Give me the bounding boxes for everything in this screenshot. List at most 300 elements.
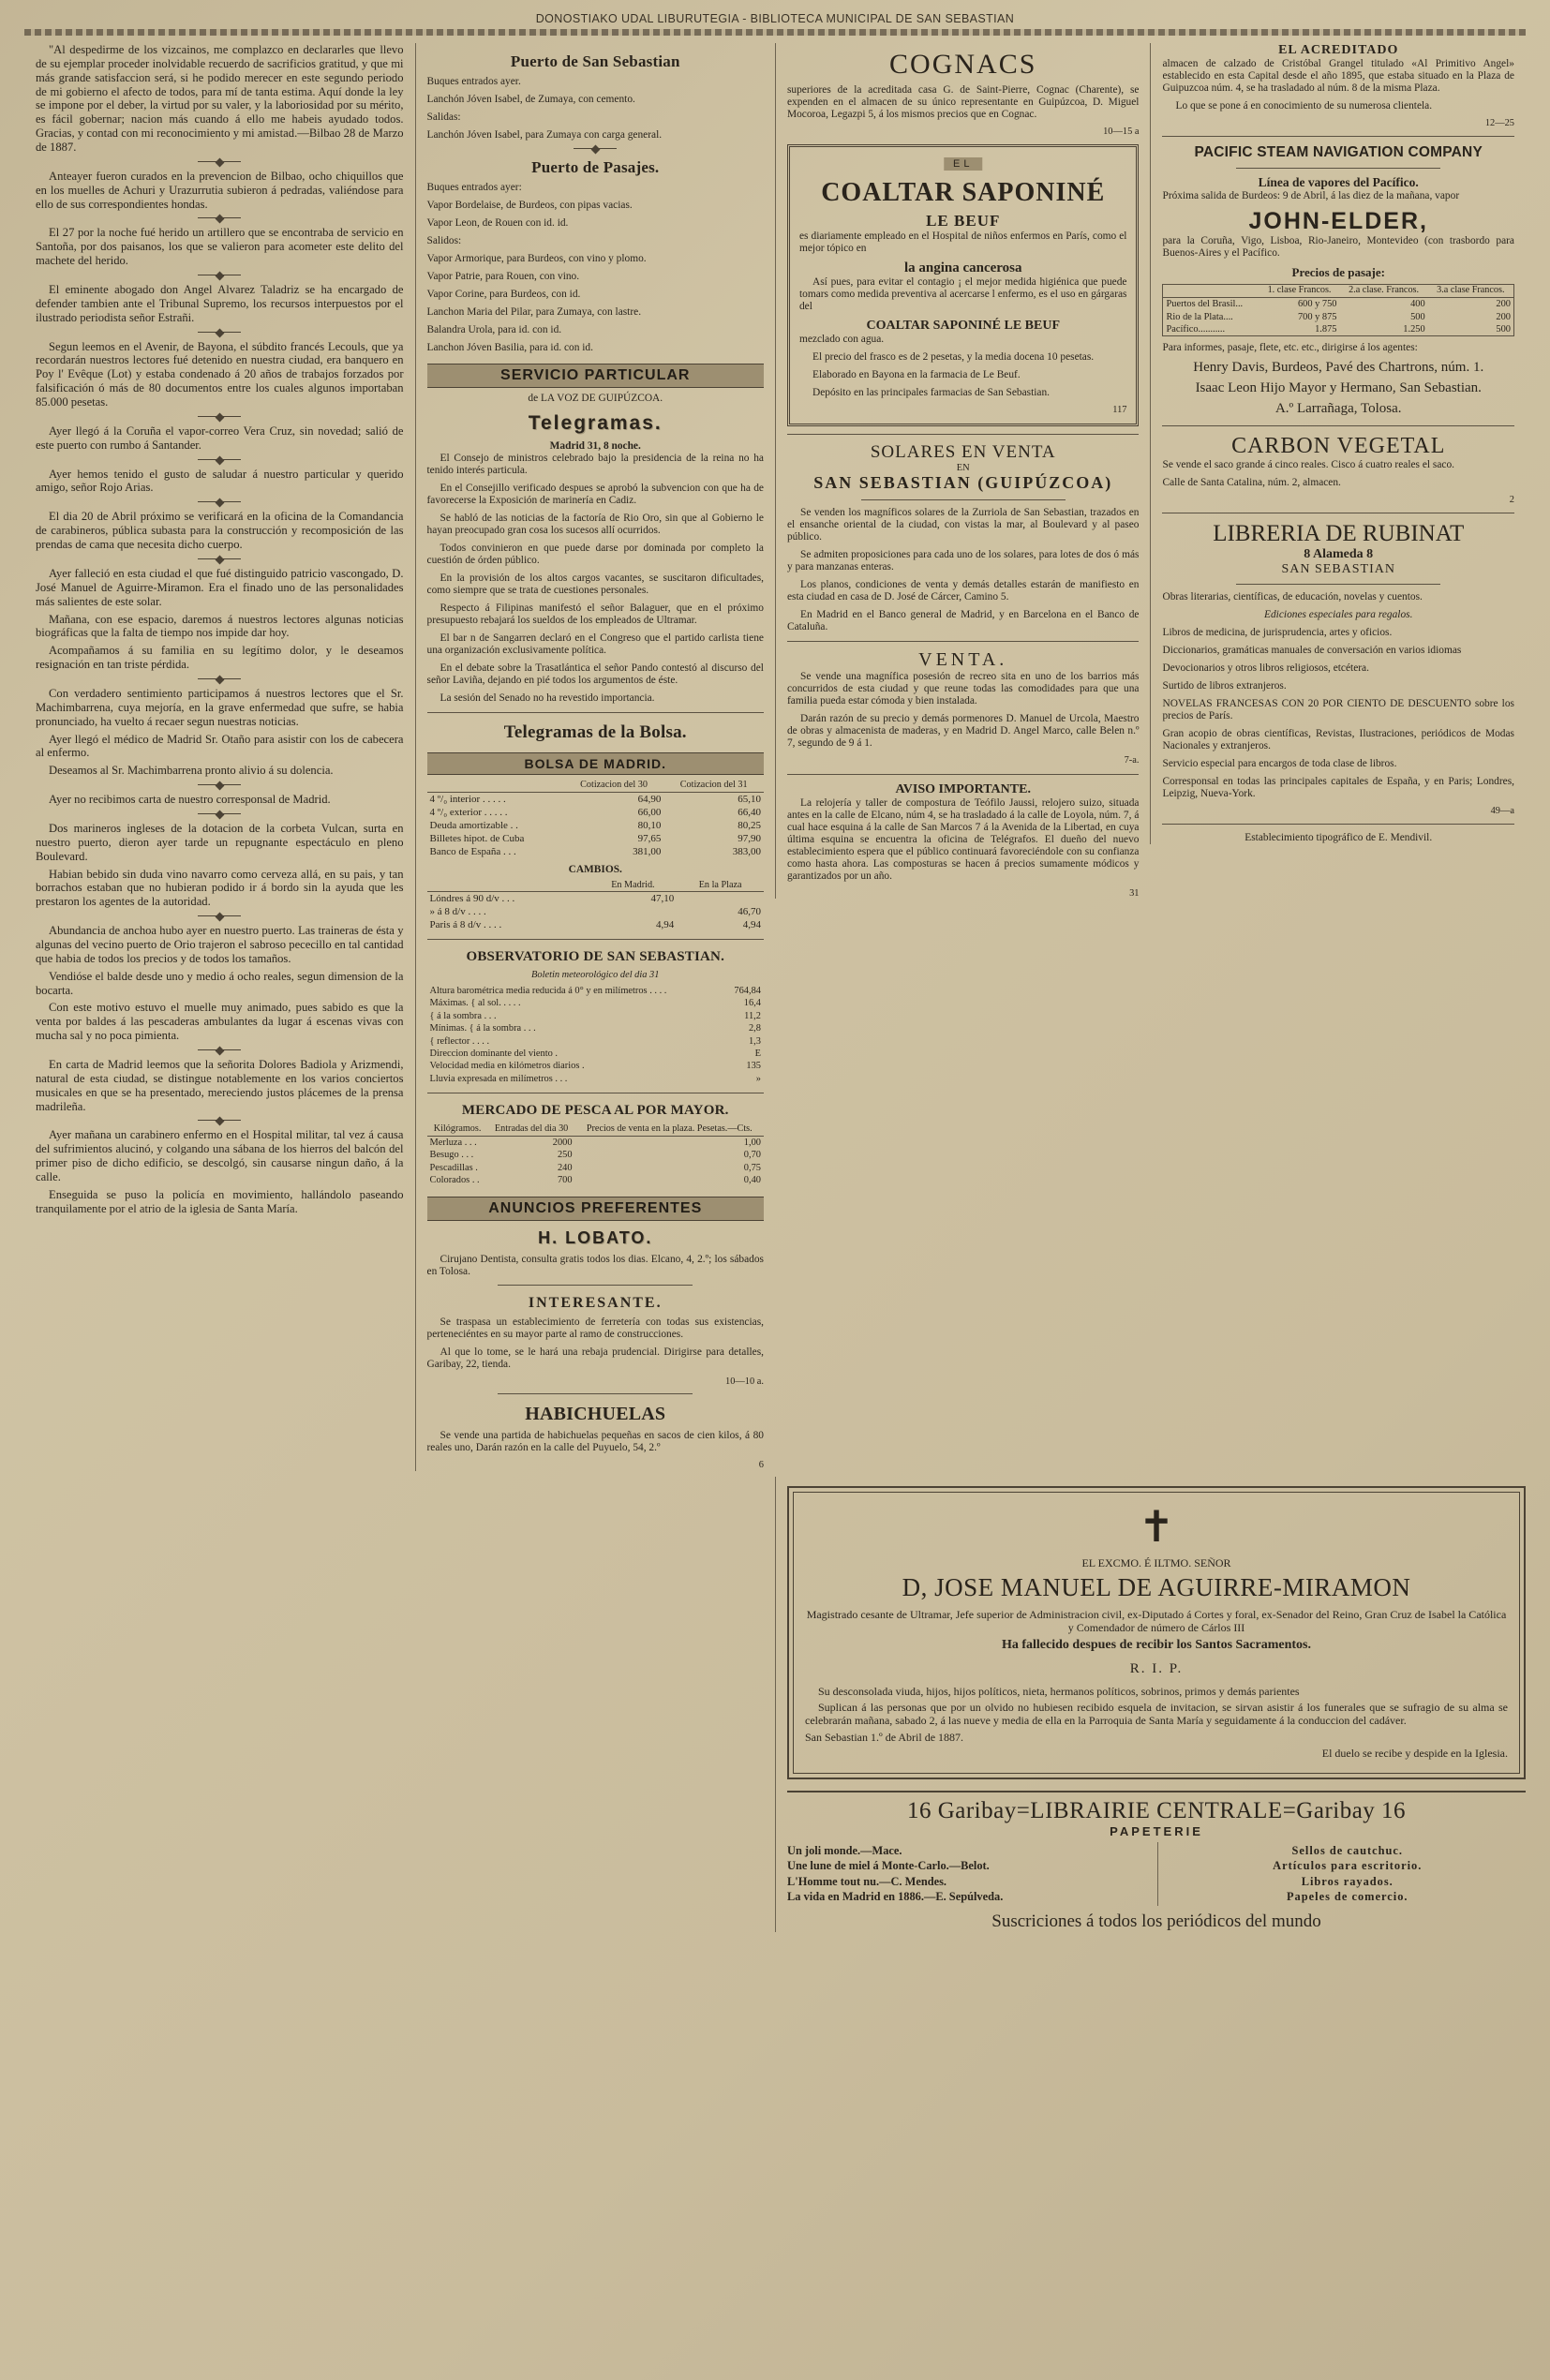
table-row (1163, 311, 1514, 323)
table-row (427, 1048, 764, 1060)
cell-label: Puertos del Brasil... (1166, 299, 1244, 310)
libreria-line: Gran acopio de obras científicas, Revistas, Ilustraciones, periódicos de Modas Nacionales y extranjeros. (1162, 727, 1514, 751)
libreria-line: Ediciones especiales para regalos. (1264, 608, 1413, 620)
ad-ref-number: 6 (758, 1460, 764, 1471)
table-row (427, 1073, 764, 1085)
cell-value: 500 (1410, 311, 1425, 322)
table-row (427, 832, 764, 845)
divider (1162, 136, 1514, 137)
divider (198, 217, 241, 218)
cell-value: 0,40 (743, 1175, 761, 1186)
telegram-item: La sesión del Senado no ha revestido importancia. (440, 692, 655, 704)
table-row (427, 806, 764, 819)
cell-value: 200 (1496, 299, 1511, 310)
column-1 (24, 43, 415, 1220)
news-block (36, 43, 404, 1216)
cell-value: 97,65 (637, 832, 662, 844)
cell-label: Rio de la Plata.... (1166, 311, 1233, 322)
article-item: Papeles de comercio. (1286, 1890, 1408, 1904)
coaltar-p4: El precio del frasco es de 2 pesetas, y la media docena 10 pesetas. (812, 351, 1095, 364)
cell-value: 500 (1496, 324, 1511, 335)
libreria-line: Libros de medicina, de jurisprudencia, artes y oficios. (1162, 626, 1393, 638)
librairie-centrale-ad (787, 1791, 1526, 1933)
cell-value: 764,84 (734, 985, 761, 996)
cell-value: 1,3 (748, 1035, 761, 1047)
librairie-footer: Suscriciones á todos los periódicos del mundo (991, 1911, 1321, 1932)
librairie-title: 16 Garibay=LIBRAIRIE CENTRALE=Garibay 16 (906, 1797, 1407, 1823)
cell-value: 1.875 (1315, 324, 1337, 335)
cell-value: 200 (1496, 311, 1511, 322)
divider (198, 416, 241, 417)
cell-value: 66,40 (738, 806, 761, 818)
cell-label: Altura barométrica media reducida á 0° y en milímetros . . . . (429, 985, 667, 996)
libreria-line: Corresponsal en todas las principales capitales de España, y en Paris; Londres, Leipzig, Nueva-York. (1162, 775, 1514, 799)
obit-request: Suplican á las personas que por un olvido no hubiesen recibido esquela de invitacion, se sirvan asistir á los funerales que se sufragio de su alma se celebrarán mañana, sabado 2, á las nueve y media de ella en la Parroquia de Santa María y seguidamente á la conduccion del cadáver. (805, 1701, 1508, 1728)
rip-text: R. I. P. (1129, 1660, 1184, 1676)
news-item: Habian bebido sin duda vino navarro como cerveza allá, en su pais, y tan borrachos estaban que no hubieran podido ir á bordo sin la ayuda que les prestaron los agentes de la autoridad. (36, 867, 404, 909)
coaltar-p1: es diariamente empleado en el Hospital de niños enfermos en París, como el mejor tópico en (798, 231, 1127, 255)
telegram-item: El Consejo de ministros celebrado bajo la presidencia de la reina no ha tenido interés particula. (426, 453, 764, 476)
lower-section (24, 1477, 1526, 1932)
news-item: Segun leemos en el Avenir, de Bayona, el súbdito francés Lecouls, que ya recordarán nuestros lectores fué detenido en nuestra ciudad, era banquero en Poy l' Evêque (Lot) y estaba condenado á 20 años de trabajos forzados por falsificación ó más de 80 documentos entre los cuales algunos importaban 85.000 pesetas. (36, 339, 404, 409)
aviso-text: La relojería y taller de compostura de Teófilo Jaussi, relojero suizo, situada antes en la calle de Elcano, núm 4, se ha trasladado á la calle de Loyola, núm. 7, á cual hace esquina á la calle de San Marcos 7 á la Avenida de la Libertad, en cuya última esquina se encuentra la oficina de Telégrafos. El dueño del nuevo establecimiento espera que el público continuará favoreciéndole con su confianza como hasta ahora. Las composturas se hacen á precios sumamente módicos y garantizados por un año. (786, 796, 1140, 882)
ad-coaltar (787, 144, 1140, 425)
library-banner: DONOSTIAKO UDAL LIBURUTEGIA - BIBLIOTECA MUNICIPAL DE SAN SEBASTIAN (535, 12, 1015, 25)
cell-value (589, 905, 678, 918)
telegram-item: Se habló de las noticias de la factoría de Rio Oro, sin que al Gobierno le hayan preocupado gran cosa los sucesos allí ocurridos. (426, 513, 764, 536)
cell-label: Lluvia expresada en milímetros . . . (429, 1073, 568, 1084)
article-item: Sellos de cautchuc. (1291, 1843, 1403, 1857)
solares-para: Se admiten proposiciones para cada uno de los solares, para lotes de dos ó más y para manzanas enteras. (786, 549, 1140, 573)
section-title-puerto-pasajes: Puerto de Pasajes. (531, 158, 660, 176)
cell-value (677, 892, 764, 906)
divider (787, 434, 1140, 435)
col-header (427, 880, 589, 892)
obituary-frame (787, 1486, 1526, 1779)
top-rule (24, 29, 1526, 36)
port-line: Buques entrados ayer. (426, 76, 521, 87)
cell-value: 46,70 (738, 906, 761, 918)
section-title-telegramas: Telegramas. (528, 412, 663, 434)
libreria-line: Devocionarios y otros libros religiosos, etcétera. (1162, 662, 1369, 674)
cambios-title: CAMBIOS. (568, 863, 622, 875)
venta-para: Darán razón de su precio y demás pormenores D. Manuel de Urcola, Maestro de obras y almacenista de maderas, y en Madrid D. Angel Marco, calle Belen n.º 7, segundo de 9 á 1. (786, 713, 1140, 750)
news-item: Abundancia de anchoa hubo ayer en nuestro puerto. Las traineras de ésta y algunas del vecino puerto de Orio trajeron el sabroso pececillo en tal cantidad que habia de todos los precios y de todos los tamaños. (36, 924, 404, 965)
cell-label: Mínimas. { á la sombra . . . (429, 1023, 536, 1034)
telegram-dateline: Madrid 31, 8 noche. (549, 440, 641, 452)
cell-value: 80,25 (738, 819, 761, 831)
news-item: Ayer hemos tenido el gusto de saludar á nuestro particular y querido amigo, señor Rojo Arias. (36, 467, 404, 495)
ad-subtitle-lebeuf: LE BEUF (926, 212, 1001, 231)
librairie-books (787, 1842, 1144, 1907)
news-item: Deseamos al Sr. Machimbarrena pronto alivio á su dolencia. (49, 764, 334, 778)
news-item: El eminente abogado don Angel Alvarez Taladriz se ha encargado de defender tambien ante el Tribunal Supremo, los recursos interpuestos por el ilustrado periodista señor Estrañi. (36, 283, 404, 324)
col-header: Kilógramos. (427, 1123, 488, 1136)
librairie-subtitle: PAPETERIE (1110, 1823, 1203, 1838)
col-header: 1. clase Francos. (1259, 285, 1340, 298)
divider (787, 774, 1140, 775)
book-item: La vida en Madrid en 1886.—E. Sepúlveda. (787, 1890, 1004, 1904)
cell-label: { á la sombra . . . (429, 1010, 497, 1021)
ad-text-interesante: Se traspasa un establecimiento de ferretería con todas sus existencias, perteneciéntes en su mayor parte al ramo de construcciones. (426, 1316, 764, 1340)
news-item: Vendióse el balde desde uno y medio á ocho reales, segun dimension de la bocarta. (36, 969, 404, 997)
cell-value: 4,94 (656, 919, 675, 931)
ad-title-acreditado: EL ACREDITADO (1278, 43, 1399, 57)
libreria-line: Obras literarias, científicas, de educación, novelas y cuentos. (1162, 590, 1423, 602)
pacific-prices-title: Precios de pasaje: (1291, 265, 1385, 280)
ad-title-cognacs: COGNACS (889, 49, 1037, 80)
solares-para: Los planos, condiciones de venta y demás detalles estarán de manifiesto en esta ciudad en casa de D. José de Cárcer, Camino 5. (786, 579, 1140, 603)
divider (498, 1285, 693, 1286)
port-line: Vapor Armorique, para Burdeos, con vino y plomo. (426, 253, 647, 264)
news-item: Con verdadero sentimiento participamos á nuestros lectores que el Sr. Machimbarrena, cuya mejoría, en la grave enfermedad que sufre, se habia pronunciado, ha vuelto á recaer segun nuestras noticias. (36, 686, 404, 728)
cell-value: 4,94 (742, 919, 761, 931)
ad-title-interesante: INTERESANTE. (528, 1294, 663, 1311)
book-item: L'Homme tout nu.—C. Mendes. (787, 1874, 947, 1888)
ad-title-lobato: H. LOBATO. (538, 1227, 653, 1247)
cell-value: 383,00 (732, 845, 761, 857)
news-item: Ayer llegó el médico de Madrid Sr. Otaño para asistir con los de cabecera al enfermo. (36, 732, 404, 760)
table-row (427, 1022, 764, 1034)
col-header: 2.a clase. Francos. (1340, 285, 1428, 298)
ad-text-interesante-2: Al que lo tome, se le hará una rebaja prudencial. Dirigirse para detalles, Garibay, 22, tienda. (426, 1346, 764, 1370)
cell-label: Banco de España . . . (429, 845, 516, 857)
book-item: Une lune de miel á Monte-Carlo.—Belot. (787, 1859, 990, 1873)
cell-label: Deuda amortizable . . (429, 819, 518, 831)
librairie-columns (787, 1842, 1526, 1907)
acreditado-text: almacen de calzado de Cristóbal Grangel titulado «Al Primitivo Angel» establecido en esta Capital desde el año 1895, que estaba situado en la Plaza de Guipuzcoa núm. 4, se ha trasladado al núm. 8 de la misma Plaza. (1162, 58, 1514, 94)
ad-text-habichuelas: Se vende una partida de habichuelas pequeñas en sacos de cien kilos, á 80 reales uno, Darán razón en la calle del Puyuelo, 54, 2.º (426, 1430, 764, 1454)
article-item: Artículos para escritorio. (1273, 1859, 1423, 1873)
ad-title-libreria: LIBRERIA DE RUBINAT (1213, 520, 1465, 546)
venta-para: Se vende una magnífica posesión de recreo sita en uno de los barrios más concurridos de esta ciudad y que reune todas las comodidades para que una familia pueda estar cómoda y bien instalada. (786, 671, 1140, 707)
table-row (427, 1035, 764, 1048)
obituary (793, 1492, 1520, 1774)
table-row (427, 905, 764, 918)
divider (427, 939, 764, 940)
divider (498, 1393, 693, 1394)
observatorio-subtitle: Boletin meteorológico del dia 31 (531, 970, 660, 981)
cell-value: 1.250 (1403, 324, 1425, 335)
divider (427, 712, 764, 713)
table-row (427, 1010, 764, 1022)
coaltar-p3: mezclado con agua. (798, 334, 885, 346)
table-header-row (427, 880, 764, 892)
book-item: Un joli monde.—Mace. (787, 1843, 902, 1857)
ad-title-venta: VENTA. (918, 649, 1008, 671)
cell-value: 381,00 (633, 845, 662, 857)
divider (198, 813, 241, 814)
obit-rip (805, 1661, 1508, 1677)
cell-value: 11,2 (744, 1010, 761, 1021)
ad-ref-number: 31 (1129, 887, 1140, 899)
port-line: Vapor Patrie, para Rouen, con vino. (426, 271, 580, 282)
ad-ref-number: 12—25 (1484, 118, 1514, 128)
port-line: Vapor Leon, de Rouen con id. id. (426, 217, 569, 229)
port-line: Buques entrados ayer: (426, 182, 522, 193)
port-line: Balandra Urola, para id. con id. (426, 324, 562, 335)
table-row (427, 1174, 764, 1186)
cell-label: 4 º/₀ interior . . . . . (429, 793, 506, 805)
bolsa-table (427, 780, 764, 858)
cell-label: Besugo . . . (429, 1150, 474, 1161)
col-header: Precios de venta en la plaza. Pesetas.—Cts. (575, 1123, 764, 1136)
cell-value: 250 (557, 1150, 573, 1161)
section-title-bolsa: Telegramas de la Bolsa. (503, 722, 687, 742)
libreria-address: 8 Alameda 8 (1304, 546, 1374, 561)
col-header: En Madrid. (589, 880, 678, 892)
ad-title-solares: SOLARES EN VENTA (870, 441, 1056, 462)
news-item: Con este motivo estuvo el muelle muy animado, pues sabido es que la venta por baldes á las pescaderas ambulantes da lugar á escenas vivas con mucha sal y no poca pimienta. (36, 1001, 404, 1043)
solares-para: En Madrid en el Banco general de Madrid, y en Barcelona en el Banco de Cataluña. (786, 609, 1140, 633)
obit-death-line: Ha fallecido despues de recibir los Santos Sacramentos. (1001, 1637, 1312, 1652)
lower-left-spacer (24, 1477, 775, 1932)
cell-value: 97,90 (738, 832, 761, 844)
pacific-price-table (1162, 284, 1514, 336)
port-line: Vapor Bordelaise, de Burdeos, con pipas vacias. (426, 200, 633, 211)
ad-title-aviso: AVISO IMPORTANTE. (895, 781, 1031, 796)
cross-icon: ✝ (1138, 1502, 1175, 1551)
observatorio-table (427, 985, 764, 1086)
cell-value: 600 y 750 (1297, 299, 1337, 310)
section-title-puerto-sansebastian: Puerto de San Sebastian (510, 52, 680, 70)
col-header: Entradas del dia 30 (488, 1123, 575, 1136)
cell-value: » (755, 1073, 761, 1084)
cell-value: 400 (1410, 299, 1425, 310)
ad-title-habichuelas: HABICHUELAS (525, 1404, 666, 1425)
cell-value: 47,10 (650, 893, 675, 905)
table-row (427, 819, 764, 832)
table-header-row (427, 1123, 764, 1136)
cell-label: Máximas. { al sol. . . . . (429, 998, 521, 1009)
section-title-mercado: MERCADO DE PESCA AL POR MAYOR. (461, 1103, 729, 1119)
table-row (427, 1060, 764, 1072)
table-header-row (427, 780, 764, 792)
pacific-subtitle: Línea de vapores del Pacífico. (1258, 175, 1419, 190)
divider (198, 161, 241, 162)
table-row (1163, 298, 1514, 311)
table-row (427, 1137, 764, 1150)
col-header (1163, 285, 1259, 298)
port-line: Lanchón Jóven Isabel, de Zumaya, con cemento. (426, 94, 635, 105)
solares-para: Se venden los magníficos solares de la Zurriola de San Sebastian, trazados en el ensanche oriental de la ciudad, con vistas la mar, al Boulevard y al paseo público. (786, 507, 1140, 543)
coaltar-p5: Elaborado en Bayona en la farmacia de Le Beuf. (812, 369, 1021, 381)
coaltar-name-2: COALTAR SAPONINÉ LE BEUF (866, 319, 1060, 334)
divider (1236, 584, 1440, 585)
lower-right (775, 1477, 1526, 1932)
news-item: En carta de Madrid leemos que la señorita Dolores Badiola y Arizmendi, natural de esta ciudad, se distingue notablemente en los varios conciertos musicales en que se ha presentado, mereciendo justos plácemes de la prensa madrileña. (36, 1057, 404, 1113)
ad-title-pacific: PACIFIC STEAM NAVIGATION COMPANY (1194, 144, 1483, 161)
librairie-articles (1157, 1842, 1527, 1907)
cell-value: 700 y 875 (1297, 311, 1337, 322)
cell-label: { reflector . . . . (429, 1035, 490, 1047)
cell-value: 700 (557, 1175, 573, 1186)
ad-ref-number: 10—10 a. (725, 1376, 764, 1387)
ad-text-lobato: Cirujano Dentista, consulta gratis todos los dias. Elcano, 4, 2.º; los sábados en Tolosa. (426, 1253, 764, 1277)
divider (574, 148, 617, 149)
cell-value: 240 (557, 1162, 573, 1173)
telegram-item: Todos convinieron en que puede darse por dominada por completo la cuestión de órden público. (426, 543, 764, 566)
port-line: Lanchón Jóven Isabel, para Zumaya con carga general. (426, 129, 663, 141)
pacific-agent: Henry Davis, Burdeos, Pavé des Chartrons, núm. 1. (1193, 360, 1484, 376)
news-item: Acompañamos á su familia en su legítimo dolor, y le deseamos resignación en tan triste pérdida. (36, 644, 404, 672)
ad-text-cognacs: superiores de la acreditada casa G. de Saint-Pierre, Cognac (Charente), se expenden en el almacen de su único representante en Guipúzcoa, D. Miguel Mocoroa, Legazpi 5, á los mismos precios que en Cognac. (786, 84, 1140, 120)
carbon-text: Se vende el saco grande á cinco reales. Cisco á cuatro reales el saco. (1162, 458, 1454, 470)
carbon-text-2: Calle de Santa Catalina, núm. 2, almacen. (1162, 476, 1341, 488)
printer-footer: Establecimiento tipográfico de E. Mendivil. (1244, 832, 1433, 844)
pacific-p1: Próxima salida de Burdeos: 9 de Abril, á las diez de la mañana, vapor (1162, 190, 1460, 202)
news-item: Ayer no recibimos carta de nuestro corresponsal de Madrid. (49, 793, 331, 807)
divider (198, 332, 241, 333)
cell-label: Colorados . . (429, 1175, 480, 1186)
col-header: 3.a clase Francos. (1428, 285, 1514, 298)
divider (198, 1049, 241, 1050)
coaltar-highlight: la angina cancerosa (903, 260, 1022, 276)
table-row (427, 997, 764, 1009)
divider (198, 678, 241, 679)
telegram-item: En el debate sobre la Trasatlántica el señor Pando contestó al discurso del señor Laviña, dejando en pié todos los argumentos de éste. (426, 662, 764, 686)
pacific-ship-name: JOHN-ELDER, (1248, 208, 1428, 235)
telegram-item: En la provisión de los altos cargos vacantes, se suscitaron dificultades, como siempre que se trata de cuestiones personales. (426, 573, 764, 596)
table-row (427, 1149, 764, 1161)
cell-value: 1,00 (743, 1138, 761, 1149)
column-container (24, 43, 1526, 1471)
table-row (1163, 323, 1514, 336)
cell-value: 135 (746, 1061, 761, 1072)
coaltar-p6: Depósito en las principales farmacias de San Sebastian. (812, 387, 1051, 399)
section-title-anuncios-preferentes: ANUNCIOS PREFERENTES (427, 1197, 764, 1221)
pacific-p2: para la Coruña, Vigo, Lisboa, Rio-Janeiro, Montevideo (con trasbordo para Buenos-Aires y el Pacífico. (1162, 235, 1514, 260)
col-header (427, 780, 564, 792)
cell-value: E (754, 1049, 761, 1060)
cell-value: 80,10 (637, 819, 662, 831)
news-item: Enseguida se puso la policía en movimiento, hallándolo paseando tranquilamente por el atrio de la iglesia de Santa María. (36, 1187, 404, 1215)
cell-label: 4 º/₀ exterior . . . . . (429, 806, 508, 818)
divider (198, 915, 241, 916)
divider (1162, 425, 1514, 426)
divider (198, 558, 241, 559)
section-title-observatorio: OBSERVATORIO DE SAN SEBASTIAN. (466, 949, 725, 965)
telegram-item: En el Consejillo verificado despues se aprobó la subvencion con que ha de favorecerse la Exposición de marinería en Cadiz. (426, 483, 764, 506)
cell-label: Pacífico........... (1166, 324, 1226, 335)
news-item: El 27 por la noche fué herido un artillero que se encontraba de servicio en Santoña, por dos paisanos, los que se valieron para acometer este delito del machete del herido. (36, 226, 404, 268)
cell-value: 16,4 (743, 998, 761, 1009)
cell-value: 64,90 (637, 793, 662, 805)
cell-label: Pescadillas . (429, 1162, 478, 1173)
cell-value: 2000 (552, 1138, 573, 1149)
port-line: Salidos: (426, 235, 462, 246)
divider (198, 459, 241, 460)
solares-en: EN (956, 462, 970, 473)
obit-family: Su desconsolada viuda, hijos, hijos políticos, nieta, hermanos políticos, sobrinos, primos y demás parientes (818, 1684, 1300, 1698)
divider (198, 1120, 241, 1121)
acreditado-text-2: Lo que se pone á en conocimiento de su numerosa clientela. (1175, 100, 1433, 112)
obit-titles: Magistrado cesante de Ultramar, Jefe superior de Administracion civil, ex-Diputado á Cortes y foral, ex-Senador del Reino, Gran Cruz de Isabel la Católica y Comendador de número de Cárlos III (806, 1608, 1507, 1635)
ad-ref-number: 7-a. (1124, 755, 1140, 766)
divider (198, 501, 241, 502)
divider (198, 784, 241, 785)
ad-ref-number: 117 (1112, 405, 1127, 416)
table-row (427, 1162, 764, 1174)
table-row (427, 792, 764, 806)
cell-label: Lóndres á 90 d/v . . . (429, 893, 515, 905)
cambios-table (427, 880, 764, 932)
column-3 (775, 43, 1151, 899)
servicio-subtitle: de LA VOZ DE GUIPÚZCOA. (528, 393, 663, 404)
col-header: En la Plaza (677, 880, 764, 892)
col-header: Cotizacion del 30 (564, 780, 664, 792)
divider (787, 641, 1140, 642)
cell-value: 0,70 (743, 1150, 761, 1161)
cell-value: 66,00 (637, 806, 662, 818)
news-item: El dia 20 de Abril próximo se verificará en la oficina de la Comandancia de carabineros, pública subasta para la construcción y recomposición de las prendas de cama que necesita dicho cuerpo. (36, 510, 404, 552)
divider (1162, 824, 1514, 825)
cell-label: Velocidad media en kilómetros diarios . (429, 1061, 585, 1072)
libreria-city: SAN SEBASTIAN (1281, 561, 1395, 576)
cell-value: 2,8 (748, 1023, 761, 1034)
obit-line1: EL EXCMO. É ILTMO. SEÑOR (1081, 1555, 1231, 1569)
news-item: "Al despedirme de los vizcainos, me complazco en declararles que llevo de su ejemplar proceder inolvidable recuerdo de sacrificios gratitud, y que mi más grande satisfaccion será, si he podido merecer en este segundo periodo de mi gobierno el afecto de todos, para mí de tanta estima. Aquí donde la ley se impone por el deber, la virtud por su valer, y la laboriosidad por su mérito, es fácil gobernar; nacion más cuando á ello me habeis ayudado todos. Gracias, y contad con mi reconocimiento y mi amistad.—Bilbao 28 de Marzo de 1887. (36, 43, 404, 155)
bolsa-madrid-header: BOLSA DE MADRID. (427, 752, 764, 775)
port-line: Salidas: (426, 112, 461, 123)
coaltar-p2: Así pues, para evitar el contagio ¡ el mejor medida higiénica que puede tomars como medida preventiva al acercarse l enfermo, es el uso en gárgaras del (798, 276, 1127, 313)
mercado-table (427, 1123, 764, 1186)
news-item: Ayer llegó á la Coruña el vapor-correo Vera Cruz, sin novedad; salió de este puerto con rumbo á Santander. (36, 424, 404, 452)
news-item: Ayer mañana un carabinero enfermo en el Hospital militar, tal vez á causa del sufrimientos alucinó, y colgando una sábana de los hierros del balcón del primer piso de dicho edificio, se descolgó, sin causarse ningun daño, á la calle. (36, 1128, 404, 1183)
libreria-line: Surtido de libros extranjeros. (1162, 679, 1287, 692)
telegram-item: El bar n de Sangarren declaró en el Congreso que el partido carlista tiene una organización exclusivamente política. (426, 632, 764, 656)
article-item: Libros rayados. (1301, 1874, 1394, 1888)
section-title-servicio-particular: SERVICIO PARTICULAR (427, 364, 764, 388)
table-row (427, 892, 764, 906)
obit-name: D, JOSE MANUEL DE AGUIRRE-MIRAMON (902, 1573, 1411, 1602)
divider (1236, 168, 1440, 169)
pacific-agent: A.º Larrañaga, Tolosa. (1274, 400, 1402, 416)
news-item: Ayer falleció en esta ciudad el que fué distinguido patricio vascongado, D. José Manuel de Aguirre-Miramon. Era el finado uno de las personalidades más salientes de este solar. (36, 566, 404, 608)
cell-value: 0,75 (743, 1162, 761, 1173)
obit-date: San Sebastian 1.º de Abril de 1887. (805, 1730, 964, 1744)
table-row (427, 918, 764, 931)
solares-city: SAN SEBASTIAN (GUIPÚZCOA) (813, 473, 1113, 493)
table-header-row (1163, 285, 1514, 298)
cell-label: Billetes hipot. de Cuba (429, 832, 525, 844)
ad-title-coaltar: COALTAR SAPONINÉ (821, 178, 1106, 208)
cell-label: » á 8 d/v . . . . (429, 906, 486, 918)
port-line: Vapor Corine, para Burdeos, con id. (426, 289, 581, 300)
news-item: Anteayer fueron curados en la prevencion de Bilbao, ocho chiquillos que en los muelles de Achuri y Urazurrutia subieron á pedradas, valiéndose para ello de sus correspondientes hondas. (36, 169, 404, 211)
port-line: Lanchon Jóven Basilia, para id. con id. (426, 342, 593, 353)
table-row (427, 985, 764, 997)
libreria-line: Diccionarios, gramáticas manuales de conversación en varios idiomas (1162, 644, 1462, 656)
telegram-item: Respecto á Filipinas manifestó el señor Balaguer, que en el próximo presupuesto rebajará los sueldos de los empleados de Ultramar. (426, 602, 764, 626)
obit-close: El duelo se recibe y despide en la Iglesia. (1321, 1747, 1508, 1761)
column-4 (1150, 43, 1526, 844)
table-row (427, 845, 764, 858)
pacific-agent: Isaac Leon Hijo Mayor y Hermano, San Sebastian. (1195, 380, 1482, 396)
cell-label: Merluza . . . (429, 1138, 477, 1149)
libreria-line: NOVELAS FRANCESAS CON 20 POR CIENTO DE DESCUENTO sobre los precios de París. (1162, 697, 1514, 721)
column-2 (415, 43, 775, 1471)
pacific-info: Para informes, pasaje, flete, etc. etc., dirigirse á los agentes: (1162, 342, 1418, 354)
news-item: Mañana, con ese espacio, daremos á nuestros lectores algunas noticias biográficas que la falta de tiempo nos impide dar hoy. (36, 612, 404, 640)
divider (861, 499, 1066, 500)
coaltar-pre: EL (944, 157, 982, 171)
libreria-line: Servicio especial para encargos de toda clase de libros. (1162, 757, 1397, 769)
ad-ref-number: 2 (1509, 494, 1514, 505)
cell-value: 65,10 (738, 793, 761, 805)
ad-title-carbon: CARBON VEGETAL (1231, 433, 1446, 458)
port-line: Lanchon Maria del Pilar, para Zumaya, con lastre. (426, 306, 642, 318)
